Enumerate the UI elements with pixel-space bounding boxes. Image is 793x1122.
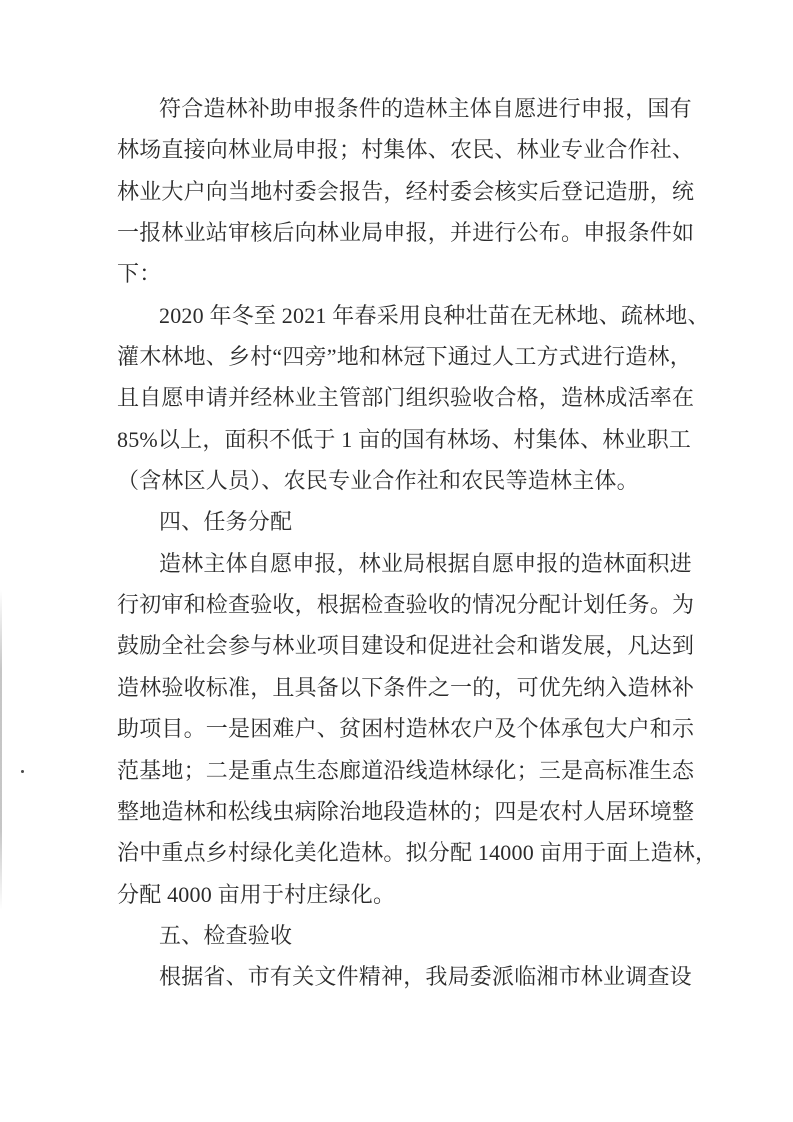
text-line: （含林区人员）、农民专业合作社和农民等造林主体。 <box>117 468 639 494</box>
text-line: 鼓励全社会参与林业项目建设和促进社会和谐发展，凡达到 <box>117 633 695 659</box>
scan-speck-dot <box>21 770 24 773</box>
text-line: 治中重点乡村绿化美化造林。拟分配 14000 亩用于面上造林， <box>117 840 718 866</box>
text-line: 下： <box>117 261 162 287</box>
section-heading-task-allocation <box>117 501 717 542</box>
text-line: 2020 年冬至 2021 年春采用良种壮苗在无林地、疏林地、 <box>159 302 710 328</box>
text-line: 造林主体自愿申报，林业局根据自愿申报的造林面积进 <box>159 550 692 576</box>
text-line: 范基地；二是重点生态廊道沿线造林绿化；三是高标准生态 <box>117 757 695 783</box>
text-line: 符合造林补助申报条件的造林主体自愿进行申报，国有 <box>159 96 692 121</box>
section-heading: 四、任务分配 <box>159 509 293 535</box>
text-line: 整地造林和松线虫病除治地段造林的；四是农村人居环境整 <box>117 798 695 824</box>
text-line: 且自愿申请并经林业主管部门组织验收合格，造林成活率在 <box>117 385 695 411</box>
paragraph-application-conditions <box>117 295 717 502</box>
text-line: 85%以上，面积不低于 1 亩的国有林场、村集体、林业职工 <box>117 426 692 452</box>
text-line: 根据省、市有关文件精神，我局委派临湘市林业调查设 <box>159 964 692 990</box>
text-line: 一报林业站审核后向林业局申报，并进行公布。申报条件如 <box>117 220 695 246</box>
paragraph-application-procedure <box>117 88 717 295</box>
text-line: 林场直接向林业局申报；村集体、农民、林业专业合作社、 <box>117 137 695 163</box>
text-line: 分配 4000 亩用于村庄绿化。 <box>117 881 396 907</box>
section-heading-inspection <box>117 915 717 956</box>
paragraph-inspection-body <box>117 956 717 997</box>
section-heading: 五、检查验收 <box>159 922 293 948</box>
text-line: 灌木林地、乡村“四旁”地和林冠下通过人工方式进行造林， <box>117 344 692 370</box>
text-line: 行初审和检查验收，根据检查验收的情况分配计划任务。为 <box>117 592 695 618</box>
document-body <box>117 88 717 998</box>
text-line: 造林验收标准，且具备以下条件之一的，可优先纳入造林补 <box>117 674 695 700</box>
paragraph-task-allocation-body <box>117 543 717 915</box>
text-line: 林业大户向当地村委会报告，经村委会核实后登记造册，统 <box>117 178 695 204</box>
text-line: 助项目。一是困难户、贫困村造林农户及个体承包大户和示 <box>117 716 695 742</box>
scan-edge-artifact <box>0 590 2 910</box>
